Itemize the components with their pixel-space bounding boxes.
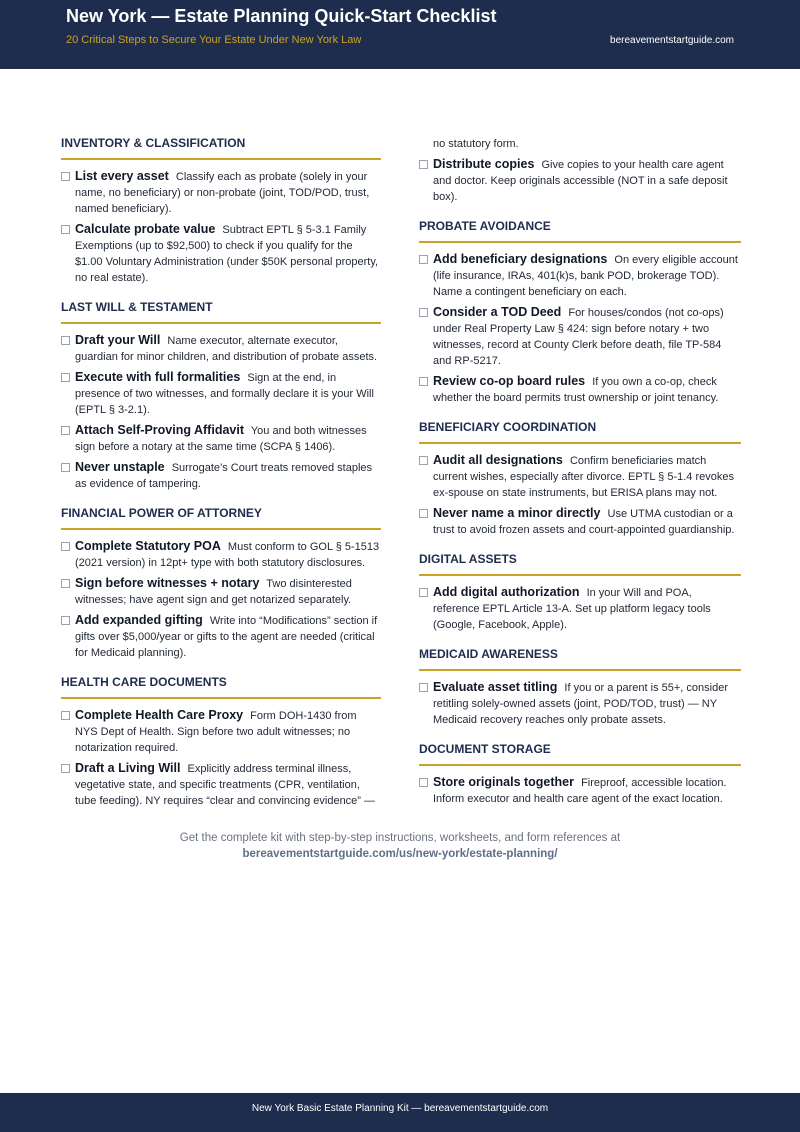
checklist-item[interactable] [61, 707, 381, 756]
item-title: Draft a Living Will [75, 761, 181, 775]
checklist-item[interactable] [61, 538, 381, 571]
item-text: Confirm beneficiaries match current wishes, especially after divorce. EPTL § 5-1.4 revokes ex-spouse on state instruments, but ERISA plans may not. [433, 455, 735, 499]
item-text: Subtract EPTL § 5-3.1 Family Exemptions (up to $92,500) to check if you qualify for the $1.00 Voluntary Administration (under $50K personal property, no real estate). [75, 224, 379, 284]
checklist-item[interactable] [61, 760, 381, 809]
checkbox-icon[interactable] [419, 509, 428, 518]
footer-note-text: Get the complete kit with step-by-step instructions, worksheets, and form references at [179, 832, 621, 844]
checkbox-icon[interactable] [61, 579, 70, 588]
section-title-beneficiary: BENEFICIARY COORDINATION [419, 410, 741, 444]
header-site-link[interactable]: bereavementstartguide.com [610, 35, 734, 46]
item-title: Evaluate asset titling [433, 680, 558, 694]
checkbox-icon[interactable] [61, 172, 70, 181]
checklist-item[interactable] [61, 422, 381, 455]
item-title: List every asset [75, 169, 169, 183]
checkbox-icon[interactable] [61, 373, 70, 382]
checklist-item[interactable] [419, 251, 741, 300]
checklist-item[interactable] [419, 505, 741, 538]
item-text: Classify each as probate (solely in your name, no beneficiary) or non-probate (joint, TOD/POD, trust, named beneficiary). [75, 171, 370, 215]
item-title: Sign before witnesses + notary [75, 576, 260, 590]
item-text: Two disinterested witnesses; have agent sign and get notarized separately. [75, 578, 352, 606]
section-title-digital: DIGITAL ASSETS [419, 542, 741, 576]
item-title: Distribute copies [433, 157, 535, 171]
right-column [419, 126, 741, 811]
item-title: Add expanded gifting [75, 613, 203, 627]
checkbox-icon[interactable] [419, 456, 428, 465]
item-title: Attach Self-Proving Affidavit [75, 423, 244, 437]
checkbox-icon[interactable] [419, 588, 428, 597]
item-text: Give copies to your health care agent and doctor. Keep originals accessible (NOT in a safe deposit box). [433, 159, 728, 203]
item-title: Never unstaple [75, 460, 165, 474]
item-text: Fireproof, accessible location. Inform executor and health care agent of the exact location. [433, 777, 727, 805]
checklist-item[interactable] [419, 452, 741, 501]
item-title: Calculate probate value [75, 222, 216, 236]
checklist-item[interactable] [61, 459, 381, 492]
checkbox-icon[interactable] [61, 426, 70, 435]
item-title: Add digital authorization [433, 585, 580, 599]
item-text: Must conform to GOL § 5-1513 (2021 version) in 12pt+ type with both statutory disclosures. [75, 541, 380, 569]
section-title-storage: DOCUMENT STORAGE [419, 732, 741, 766]
checklist-item[interactable] [419, 584, 741, 633]
item-text: You and both witnesses sign before a notary at the same time (SCPA § 1406). [75, 425, 367, 453]
footer-banner [0, 1093, 800, 1132]
header-banner [0, 0, 800, 69]
item-title: Audit all designations [433, 453, 563, 467]
item-text: Sign at the end, in presence of two witnesses, and formally declare it is your Will (EPTL § 3-2.1). [75, 372, 374, 416]
checklist-item[interactable] [419, 373, 741, 406]
item-text: If you own a co-op, check whether the board permits trust ownership or joint tenancy. [433, 376, 719, 404]
item-text: Surrogate’s Court treats removed staples as evidence of tampering. [75, 462, 373, 490]
checklist-item[interactable] [419, 156, 741, 205]
section-title-health: HEALTH CARE DOCUMENTS [61, 665, 381, 699]
footer-note [0, 830, 800, 862]
checkbox-icon[interactable] [61, 542, 70, 551]
checklist-item[interactable] [61, 221, 381, 286]
checklist-item[interactable] [419, 679, 741, 728]
checklist-item[interactable] [419, 774, 741, 807]
checkbox-icon[interactable] [419, 308, 428, 317]
checklist-item[interactable] [61, 332, 381, 365]
item-text: If you or a parent is 55+, consider retitling solely-owned assets (joint, POD/TOD, trust) — NY Medicaid recovery reaches only probate assets. [433, 682, 728, 726]
section-title-poa: FINANCIAL POWER OF ATTORNEY [61, 496, 381, 530]
checkbox-icon[interactable] [61, 764, 70, 773]
item-title: Review co-op board rules [433, 374, 586, 388]
checklist-item[interactable] [61, 168, 381, 217]
checkbox-icon[interactable] [419, 160, 428, 169]
item-continuation [419, 136, 741, 152]
item-title: Complete Statutory POA [75, 539, 221, 553]
checkbox-icon[interactable] [419, 377, 428, 386]
footer-text: New York Basic Estate Planning Kit — bereavementstartguide.com [251, 1103, 549, 1114]
item-text: Form DOH-1430 from NYS Dept of Health. Sign before two adult witnesses; no notarization required. [75, 710, 357, 754]
item-text: no statutory form. [433, 138, 519, 150]
left-column [61, 126, 381, 813]
checklist-item[interactable] [61, 369, 381, 418]
item-title: Execute with full formalities [75, 370, 241, 384]
section-title-will: LAST WILL & TESTAMENT [61, 290, 381, 324]
checklist-item[interactable] [61, 575, 381, 608]
item-title: Never name a minor directly [433, 506, 601, 520]
page-subtitle: 20 Critical Steps to Secure Your Estate Under New York Law [66, 34, 362, 46]
checklist-item[interactable] [419, 304, 741, 369]
checkbox-icon[interactable] [419, 255, 428, 264]
checkbox-icon[interactable] [61, 616, 70, 625]
footer-note-link[interactable]: bereavementstartguide.com/us/new-york/estate-planning/ [242, 848, 558, 860]
section-title-probate: PROBATE AVOIDANCE [419, 209, 741, 243]
checkbox-icon[interactable] [61, 336, 70, 345]
item-text: In your Will and POA, reference EPTL Article 13-A. Set up platform legacy tools (Google, Facebook, Apple). [433, 587, 711, 631]
checkbox-icon[interactable] [419, 683, 428, 692]
checkbox-icon[interactable] [61, 225, 70, 234]
item-text: Name executor, alternate executor, guardian for minor children, and distribution of probate assets. [75, 335, 378, 363]
checkbox-icon[interactable] [419, 778, 428, 787]
item-title: Draft your Will [75, 333, 161, 347]
checklist-item[interactable] [61, 612, 381, 661]
checkbox-icon[interactable] [61, 463, 70, 472]
item-text: On every eligible account (life insurance, IRAs, 401(k)s, bank POD, brokerage TOD). Name a contingent beneficiary on each. [433, 254, 738, 298]
checkbox-icon[interactable] [61, 711, 70, 720]
item-title: Store originals together [433, 775, 574, 789]
item-title: Complete Health Care Proxy [75, 708, 244, 722]
section-title-inventory: INVENTORY & CLASSIFICATION [61, 126, 381, 160]
item-title: Consider a TOD Deed [433, 305, 562, 319]
item-text: Use UTMA custodian or a trust to avoid frozen assets and court-appointed guardianship. [433, 508, 735, 536]
item-text: For houses/condos (not co-ops) under Real Property Law § 424: sign before notary + two witnesses, record at County Clerk before death, file TP-584 and RP-5217. [433, 307, 724, 367]
section-title-medicaid: MEDICAID AWARENESS [419, 637, 741, 671]
item-text: Explicitly address terminal illness, vegetative state, and specific treatments (CPR, ventilation, tube feeding). NY requires “clear and convincing evidence” — [75, 763, 376, 807]
page-title: New York — Estate Planning Quick-Start Checklist [66, 6, 497, 26]
item-title: Add beneficiary designations [433, 252, 608, 266]
item-text: Write into “Modifications” section if gifts over $5,000/year or gifts to the agent are needed (critical for Medicaid planning). [75, 615, 378, 659]
